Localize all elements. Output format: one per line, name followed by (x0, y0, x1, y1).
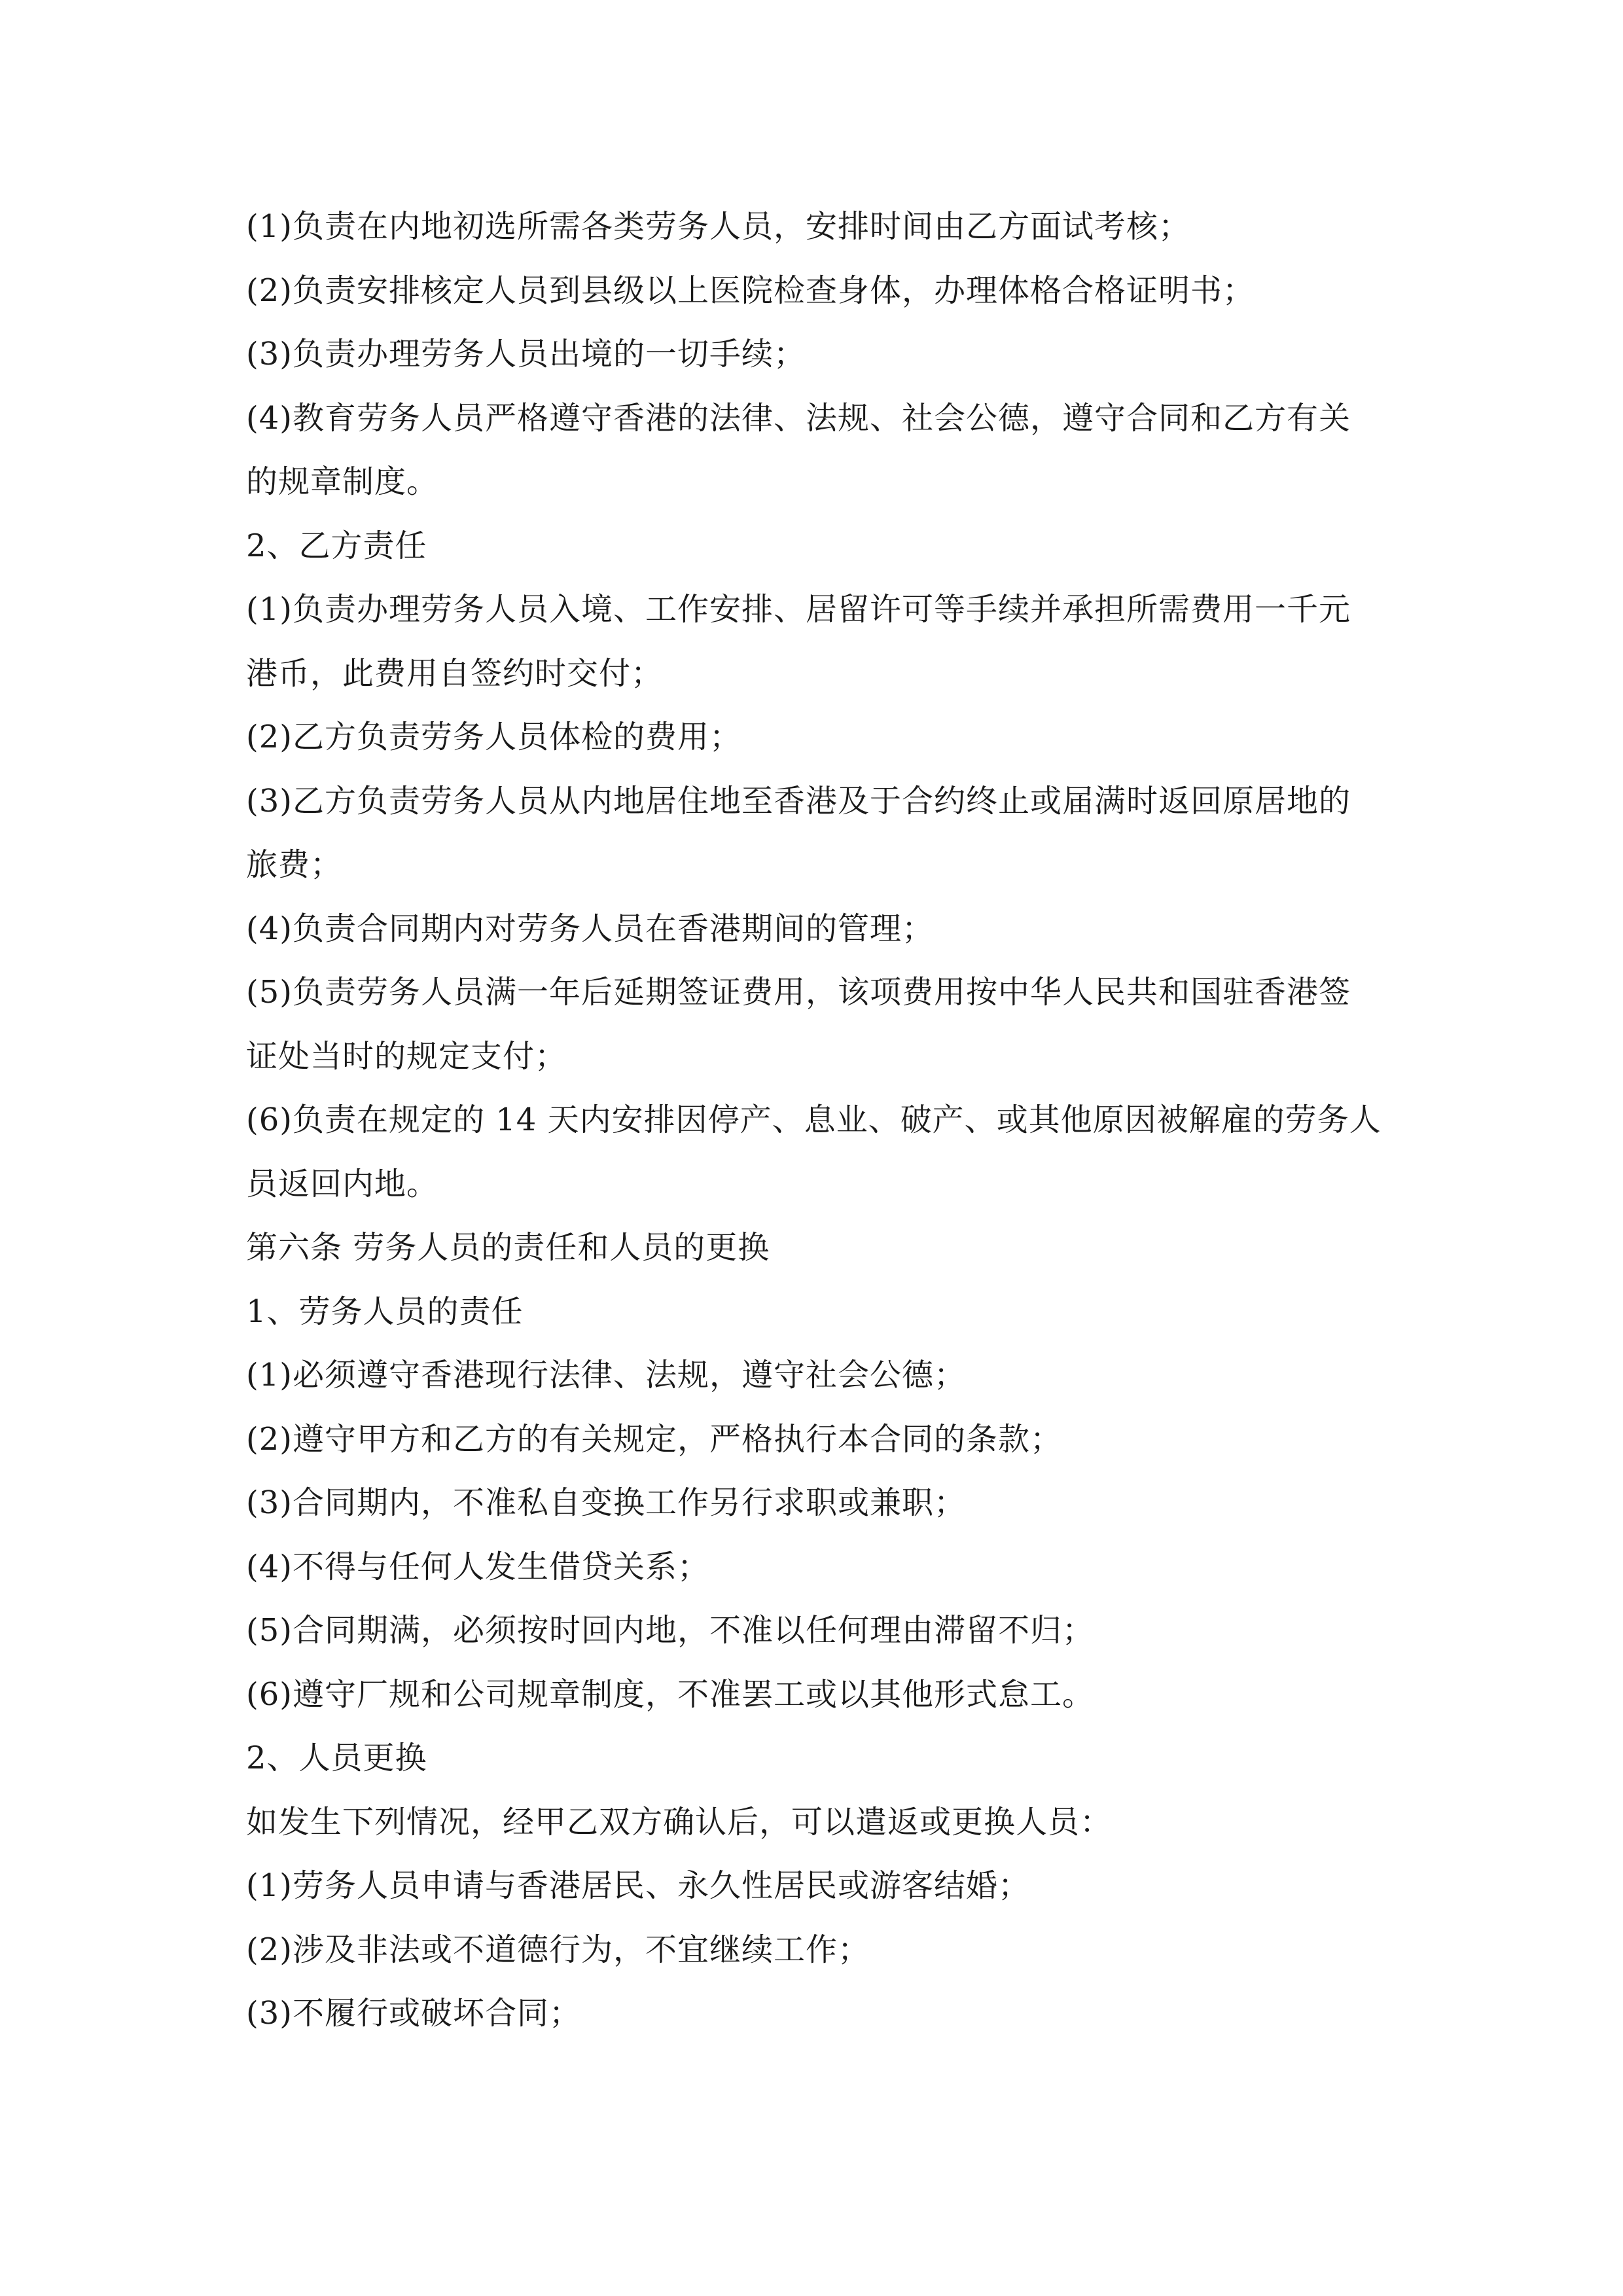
section-heading: 2、人员更换 (246, 1740, 427, 1776)
paragraph-line: (1)必须遵守香港现行法律、法规，遵守社会公德； (246, 1357, 966, 1393)
paragraph-line: (1)劳务人员申请与香港居民、永久性居民或游客结婚； (246, 1867, 1030, 1904)
document-body (246, 195, 1398, 2046)
paragraph-line: 如发生下列情况，经甲乙双方确认后，可以遣返或更换人员： (246, 1803, 1113, 1840)
paragraph-line: 证处当时的规定支付； (246, 1037, 567, 1075)
paragraph-line: (4)不得与任何人发生借贷关系； (246, 1548, 709, 1585)
paragraph-line: 员返回内地。 (246, 1165, 439, 1202)
paragraph-line: (2)负责安排核定人员到县级以上医院检查身体，办理体格合格证明书； (246, 272, 1255, 309)
paragraph-line: (5)合同期满，必须按时回内地，不准以任何理由滞留不归； (246, 1612, 1094, 1649)
paragraph-line: (1)负责在内地初选所需各类劳务人员，安排时间由乙方面试考核； (246, 208, 1190, 245)
paragraph-line: (4)教育劳务人员严格遵守香港的法律、法规、社会公德，遵守合同和乙方有关 (246, 399, 1351, 437)
paragraph-line: 旅费； (246, 846, 343, 883)
paragraph-line: (4)负责合同期内对劳务人员在香港期间的管理； (246, 910, 934, 947)
paragraph-line: (1)负责办理劳务人员入境、工作安排、居留许可等手续并承担所需费用一千元 (246, 591, 1351, 628)
paragraph-line: (2)涉及非法或不道德行为，不宜继续工作； (246, 1931, 870, 1968)
paragraph-line: 港币，此费用自签约时交付； (246, 655, 664, 692)
paragraph-line: (6)遵守厂规和公司规章制度，不准罢工或以其他形式怠工。 (246, 1676, 1094, 1713)
paragraph-line: (3)合同期内，不准私自变换工作另行求职或兼职； (246, 1484, 966, 1521)
paragraph-line: (6)负责在规定的 14 天内安排因停产、息业、破产、或其他原因被解雇的劳务人 (246, 1102, 1382, 1138)
paragraph-line: (3)乙方负责劳务人员从内地居住地至香港及于合约终止或届满时返回原居地的 (246, 782, 1351, 819)
section-heading: 1、劳务人员的责任 (246, 1293, 524, 1330)
section-heading: 2、乙方责任 (246, 527, 427, 564)
article-heading: 第六条 劳务人员的责任和人员的更换 (246, 1229, 770, 1266)
paragraph-line: (2)遵守甲方和乙方的有关规定，严格执行本合同的条款； (246, 1420, 1062, 1458)
paragraph-line: (3)负责办理劳务人员出境的一切手续； (246, 336, 806, 372)
paragraph-line: 的规章制度。 (246, 463, 439, 500)
paragraph-line: (3)不履行或破坏合同； (246, 1995, 581, 2032)
paragraph-line: (5)负责劳务人员满一年后延期签证费用，该项费用按中华人民共和国驻香港签 (246, 974, 1351, 1011)
paragraph-line: (2)乙方负责劳务人员体检的费用； (246, 719, 741, 755)
